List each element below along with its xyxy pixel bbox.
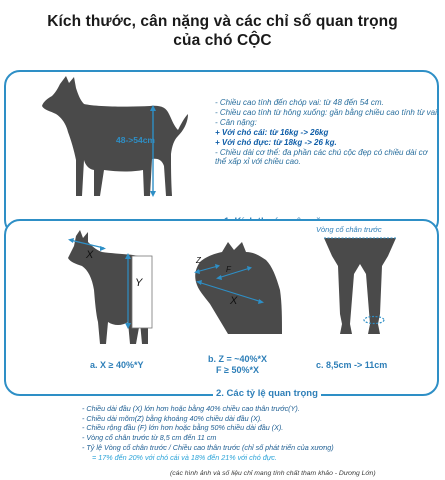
note-hip-height: - Chiều cao tính từ hông xuống: gần bằng chiều cao tính từ vai. <box>215 107 440 117</box>
figure-b-caption <box>208 354 267 376</box>
dog-side-silhouette <box>38 74 198 214</box>
note-body-length: - Chiều dài cơ thể: đa phần các chú cộc đẹp có chiều dài cơ thể xấp xỉ với chiều cao. <box>215 147 428 167</box>
note-weight-female: + Với chó cái: từ 16kg -> 26kg <box>215 127 329 137</box>
note-bone-ratio-values: = 17% đến 20% với chó cái và 18% đến 21% với chó đực. <box>92 452 277 462</box>
front-legs-figure <box>320 234 400 344</box>
note-weight-male: + Với chó đực: từ 18kg -> 26 kg. <box>215 137 337 147</box>
legs-shape <box>324 238 396 334</box>
figure-c-caption: c. 8,5cm -> 11cm <box>316 360 388 370</box>
title-line-1: Kích thước, cân nặng và các chỉ số quan trọng <box>47 13 398 30</box>
figure-a-caption: a. X ≥ 40%*Y <box>90 360 144 370</box>
chest-panel <box>132 256 152 328</box>
page-title <box>0 12 445 50</box>
note-head-length: - Chiều dài đầu (X) lớn hơn hoặc bằng 40% chiều cao thân trước(Y). <box>82 404 300 413</box>
proportions-notes <box>82 404 437 462</box>
note-weight: - Cân nặng: <box>215 117 257 127</box>
height-arrow-bottom <box>150 191 156 197</box>
dog-head-figure <box>188 238 288 338</box>
title-line-2: của chó CỘC <box>173 32 272 49</box>
x-label-b: X <box>230 295 238 307</box>
note-head-width: - Chiều rộng đầu (F) lớn hơn hoặc bằng 50% chiều dài đầu (X). <box>82 423 284 433</box>
note-shoulder-height: - Chiều cao tính đến chóp vai: từ 48 đến 54 cm. <box>215 98 384 107</box>
f-label: F <box>226 265 231 274</box>
dog-head-shape <box>195 242 282 334</box>
note-muzzle-length: - Chiều dài mõm(Z) bằng khoảng 40% chiều dài đầu (X). <box>82 413 263 423</box>
figure-b-caption-line-2: F ≥ 50%*X <box>216 365 259 375</box>
z-label: Z <box>196 256 201 265</box>
credit-note: (các hình ảnh và số liệu chỉ mang tính chất tham khảo - Dương Lớn) <box>170 470 376 477</box>
foreleg-label: Vòng cổ chân trước <box>316 225 382 234</box>
figure-b-caption-line-1: b. Z = ~40%*X <box>208 354 268 364</box>
height-label: 48->54cm <box>116 135 155 145</box>
note-bone-ratio: - Tỷ lệ Vòng cổ chân trước / Chiều cao thân trước (chỉ số phát triển của xương) <box>82 442 334 452</box>
dog-front-figure <box>62 226 172 356</box>
y-label-a: Y <box>135 277 143 289</box>
size-weight-notes <box>215 98 440 167</box>
dog-body-shape <box>42 76 188 196</box>
note-foreleg-circumference: - Vòng cổ chân trước từ 8,5 cm đến 11 cm <box>82 433 217 443</box>
x-label-a: X <box>86 249 94 261</box>
section-2-caption: 2. Các tỷ lệ quan trọng <box>213 388 321 399</box>
